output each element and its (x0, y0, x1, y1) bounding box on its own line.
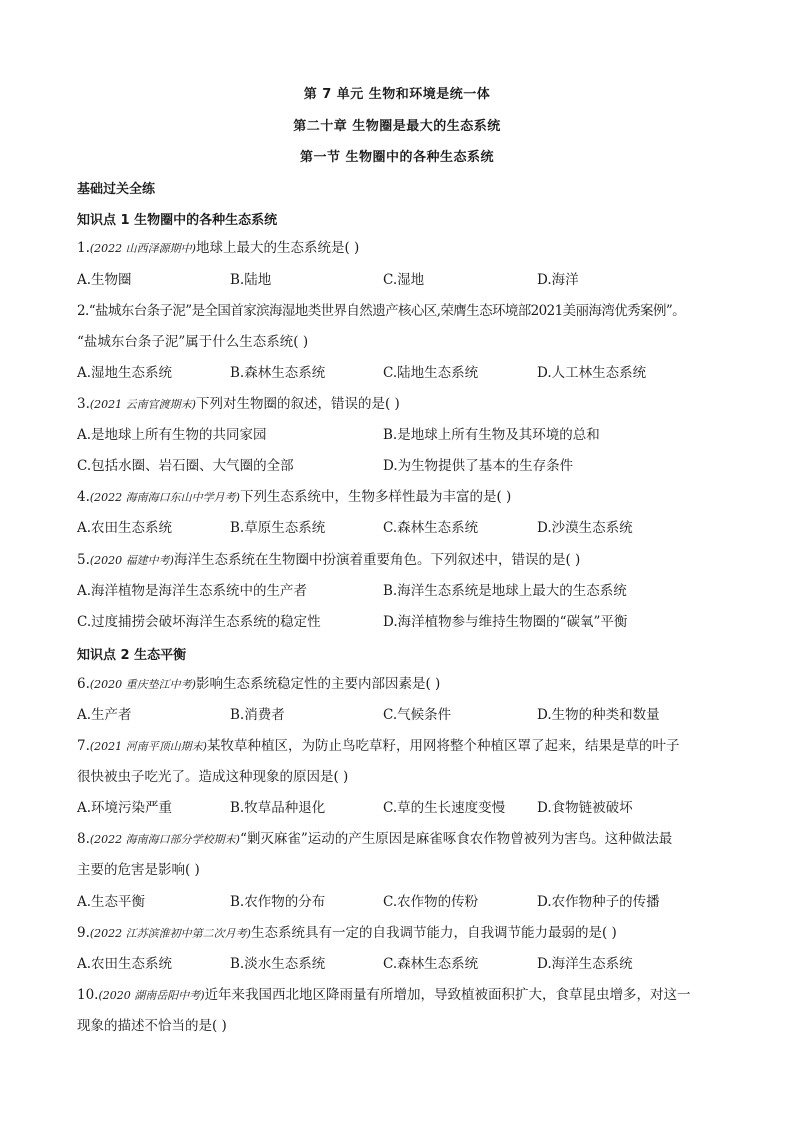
option-c[interactable]: C.森林生态系统 (383, 956, 479, 972)
option-b[interactable]: B.淡水生态系统 (230, 956, 326, 972)
option-c[interactable]: C.湿地 (383, 272, 425, 288)
question-1-stem: 1.(2022 山西泽源期中)地球上最大的生态系统是( ) (77, 240, 360, 256)
option-c[interactable]: C.气候条件 (383, 707, 452, 723)
option-a[interactable]: A.生物圈 (77, 272, 132, 288)
question-2-options (77, 364, 727, 382)
question-10-stem: 10.(2020 湖南岳阳中考)近年来我国西北地区降雨量有所增加，导致植被面积扩大，食草昆虫增多，对这一 (77, 987, 691, 1003)
unit-heading: 第 7 单元 生物和环境是统一体 (303, 87, 491, 102)
question-8-options (77, 893, 727, 911)
chapter-heading: 第二十章 生物圈是最大的生态系统 (293, 119, 501, 134)
option-a[interactable]: A.生态平衡 (77, 894, 146, 910)
question-7-options (77, 799, 727, 817)
option-a[interactable]: A.农田生态系统 (77, 956, 173, 972)
question-4-options (77, 519, 727, 537)
option-d[interactable]: D.为生物提供了基本的生存条件 (383, 458, 574, 474)
question-7-stem-continued: 很快被虫子吃光了。造成这种现象的原因是( ) (77, 769, 349, 785)
option-d[interactable]: D.海洋植物参与维持生物圈的“碳氧”平衡 (383, 614, 628, 630)
question-7-stem: 7.(2021 河南平顶山期末)某牧草种植区，为防止鸟吃草籽，用网将整个种植区罩了起来，结果是草的叶子 (77, 738, 680, 754)
question-6-options (77, 706, 727, 724)
question-8-stem: 8.(2022 海南海口部分学校期末)“剿灭麻雀”运动的产生原因是麻雀啄食农作物曾被列为害鸟。这种做法最 (77, 831, 673, 847)
question-9-stem: 9.(2022 江苏滨淮初中第二次月考)生态系统具有一定的自我调节能力，自我调节能力最弱的是( ) (77, 925, 617, 941)
option-d[interactable]: D.人工林生态系统 (537, 365, 647, 381)
option-b[interactable]: B.陆地 (230, 272, 272, 288)
option-d[interactable]: D.海洋生态系统 (537, 956, 633, 972)
option-a[interactable]: A.农田生态系统 (77, 520, 173, 536)
question-1-options (77, 271, 727, 289)
option-c[interactable]: C.农作物的传粉 (383, 894, 479, 910)
question-5-options-row2 (77, 613, 727, 631)
question-3-options-row2 (77, 457, 727, 475)
option-a[interactable]: A.环境污染严重 (77, 800, 173, 816)
option-c[interactable]: C.森林生态系统 (383, 520, 479, 536)
question-6-stem: 6.(2020 重庆垫江中考)影响生态系统稳定性的主要内部因素是( ) (77, 676, 441, 692)
question-3-stem: 3.(2021 云南官渡期末)下列对生物圈的叙述，错误的是( ) (77, 396, 400, 412)
option-d[interactable]: D.农作物种子的传播 (537, 894, 660, 910)
question-4-stem: 4.(2022 海南海口东山中学月考)下列生态系统中，生物多样性最为丰富的是( ) (77, 489, 512, 505)
option-b[interactable]: B.海洋生态系统是地球上最大的生态系统 (383, 583, 627, 599)
question-10-stem-continued: 现象的描述不恰当的是( ) (77, 1018, 227, 1034)
option-d[interactable]: D.食物链被破坏 (537, 800, 633, 816)
question-2-stem: 2.“盐城东台条子泥”是全国首家滨海湿地类世界自然遗产核心区,荣膺生态环境部2021美丽海湾优秀案例”。 (77, 303, 686, 319)
option-b[interactable]: B.农作物的分布 (230, 894, 326, 910)
question-8-stem-continued: 主要的危害是影响( ) (77, 862, 200, 878)
question-2-stem-continued: “盐城东台条子泥”属于什么生态系统( ) (77, 334, 309, 350)
knowledge-point-2: 知识点 2 生态平衡 (77, 648, 187, 663)
option-b[interactable]: B.是地球上所有生物及其环境的总和 (383, 427, 600, 443)
option-b[interactable]: B.森林生态系统 (230, 365, 326, 381)
option-b[interactable]: B.草原生态系统 (230, 520, 326, 536)
option-d[interactable]: D.海洋 (537, 272, 579, 288)
question-9-options (77, 955, 727, 973)
question-3-options-row1 (77, 426, 727, 444)
question-5-stem: 5.(2020 福建中考)海洋生态系统在生物圈中扮演着重要角色。下列叙述中，错误的是( ) (77, 552, 581, 568)
option-a[interactable]: A.是地球上所有生物的共同家园 (77, 427, 267, 443)
option-a[interactable]: A.湿地生态系统 (77, 365, 173, 381)
section-heading: 第一节 生物圈中的各种生态系统 (299, 150, 495, 165)
practice-title: 基础过关全练 (77, 182, 156, 197)
question-5-options-row1 (77, 582, 727, 600)
option-a[interactable]: A.生产者 (77, 707, 132, 723)
option-d[interactable]: D.生物的种类和数量 (537, 707, 660, 723)
knowledge-point-1: 知识点 1 生物圈中的各种生态系统 (77, 213, 278, 228)
option-b[interactable]: B.牧草品种退化 (230, 800, 326, 816)
option-a[interactable]: A.海洋植物是海洋生态系统中的生产者 (77, 583, 308, 599)
option-c[interactable]: C.包括水圈、岩石圈、大气圈的全部 (77, 458, 294, 474)
option-c[interactable]: C.过度捕捞会破坏海洋生态系统的稳定性 (77, 614, 321, 630)
option-b[interactable]: B.消费者 (230, 707, 285, 723)
option-c[interactable]: C.草的生长速度变慢 (383, 800, 506, 816)
option-c[interactable]: C.陆地生态系统 (383, 365, 479, 381)
option-d[interactable]: D.沙漠生态系统 (537, 520, 633, 536)
